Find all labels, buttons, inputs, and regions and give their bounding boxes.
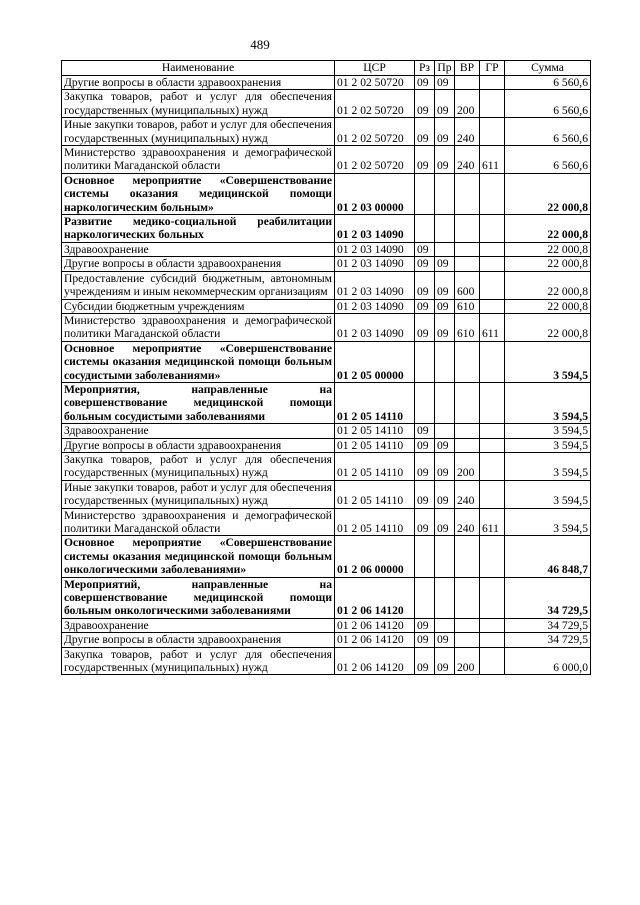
header-rz: Рз	[415, 61, 435, 76]
cell-gr	[480, 90, 505, 118]
cell-pr: 09	[435, 647, 455, 675]
table-row	[62, 536, 591, 577]
cell-vr	[455, 215, 480, 243]
table-body	[62, 76, 591, 675]
cell-sum: 34 729,5	[505, 633, 591, 647]
cell-vr	[455, 341, 480, 382]
cell-sum: 34 729,5	[505, 618, 591, 632]
cell-csr: 01 2 03 14090	[335, 313, 415, 341]
cell-csr: 01 2 05 00000	[335, 341, 415, 382]
table-row	[62, 647, 591, 675]
cell-name: Здравоохранение	[62, 424, 335, 438]
cell-vr	[455, 257, 480, 271]
cell-rz: 09	[415, 452, 435, 480]
cell-gr	[480, 452, 505, 480]
cell-csr: 01 2 02 50720	[335, 118, 415, 146]
table-row	[62, 438, 591, 452]
cell-gr	[480, 633, 505, 647]
cell-gr	[480, 299, 505, 313]
cell-vr: 240	[455, 508, 480, 536]
cell-pr	[435, 424, 455, 438]
cell-vr	[455, 536, 480, 577]
cell-csr: 01 2 06 14120	[335, 577, 415, 618]
cell-sum: 6 000,0	[505, 647, 591, 675]
cell-gr	[480, 480, 505, 508]
cell-vr	[455, 382, 480, 423]
cell-rz	[415, 577, 435, 618]
header-name: Наименование	[62, 61, 335, 76]
cell-vr: 200	[455, 90, 480, 118]
table-row	[62, 452, 591, 480]
cell-rz: 09	[415, 299, 435, 313]
header-sum: Сумма	[505, 61, 591, 76]
cell-vr	[455, 173, 480, 214]
cell-rz: 09	[415, 257, 435, 271]
cell-name: Иные закупки товаров, работ и услуг для обеспечения государственных (муниципальных) нужд	[62, 118, 335, 146]
table-row	[62, 299, 591, 313]
cell-name: Закупка товаров, работ и услуг для обеспечения государственных (муниципальных) нужд	[62, 452, 335, 480]
cell-pr: 09	[435, 146, 455, 174]
cell-gr	[480, 382, 505, 423]
cell-gr	[480, 438, 505, 452]
cell-rz	[415, 215, 435, 243]
cell-name: Субсидии бюджетным учреждениям	[62, 299, 335, 313]
cell-name: Другие вопросы в области здравоохранения	[62, 76, 335, 90]
cell-name: Другие вопросы в области здравоохранения	[62, 633, 335, 647]
cell-sum: 22 000,8	[505, 173, 591, 214]
cell-rz: 09	[415, 508, 435, 536]
table-row	[62, 271, 591, 299]
cell-name: Иные закупки товаров, работ и услуг для обеспечения государственных (муниципальных) нужд	[62, 480, 335, 508]
cell-sum: 3 594,5	[505, 480, 591, 508]
header-vr: ВР	[455, 61, 480, 76]
cell-sum: 22 000,8	[505, 257, 591, 271]
cell-name: Мероприятий, направленные на совершенствование медицинской помощи больным онкологическими заболеваниями	[62, 577, 335, 618]
cell-vr: 200	[455, 452, 480, 480]
page-number: 489	[250, 37, 270, 52]
cell-name: Закупка товаров, работ и услуг для обеспечения государственных (муниципальных) нужд	[62, 90, 335, 118]
cell-gr	[480, 173, 505, 214]
cell-sum: 22 000,8	[505, 299, 591, 313]
cell-rz: 09	[415, 633, 435, 647]
cell-gr	[480, 257, 505, 271]
cell-sum: 3 594,5	[505, 508, 591, 536]
cell-rz: 09	[415, 480, 435, 508]
cell-sum: 6 560,6	[505, 146, 591, 174]
cell-sum: 34 729,5	[505, 577, 591, 618]
budget-table	[61, 60, 591, 675]
cell-csr: 01 2 05 14110	[335, 424, 415, 438]
cell-pr	[435, 173, 455, 214]
cell-csr: 01 2 03 14090	[335, 257, 415, 271]
cell-rz	[415, 341, 435, 382]
cell-csr: 01 2 03 14090	[335, 242, 415, 256]
cell-csr: 01 2 05 14110	[335, 480, 415, 508]
cell-name: Министерство здравоохранения и демографической политики Магаданской области	[62, 146, 335, 174]
cell-rz	[415, 536, 435, 577]
cell-csr: 01 2 05 14110	[335, 508, 415, 536]
table-row	[62, 215, 591, 243]
table-row	[62, 242, 591, 256]
table-row	[62, 508, 591, 536]
cell-csr: 01 2 06 00000	[335, 536, 415, 577]
cell-rz: 09	[415, 313, 435, 341]
cell-rz	[415, 382, 435, 423]
table-header-row	[62, 61, 591, 76]
cell-gr	[480, 536, 505, 577]
cell-vr: 610	[455, 299, 480, 313]
table-row	[62, 480, 591, 508]
cell-name: Другие вопросы в области здравоохранения	[62, 438, 335, 452]
cell-csr: 01 2 05 14110	[335, 382, 415, 423]
table-row	[62, 76, 591, 90]
cell-vr	[455, 618, 480, 632]
cell-name: Мероприятия, направленные на совершенствование медицинской помощи больным сосудистыми заболеваниями	[62, 382, 335, 423]
cell-vr: 240	[455, 480, 480, 508]
cell-csr: 01 2 06 14120	[335, 618, 415, 632]
cell-csr: 01 2 06 14120	[335, 647, 415, 675]
cell-pr	[435, 215, 455, 243]
cell-name: Основное мероприятие «Совершенствование системы оказания медицинской помощи больным онкологическими заболеваниями»	[62, 536, 335, 577]
cell-name: Министерство здравоохранения и демографической политики Магаданской области	[62, 508, 335, 536]
cell-pr	[435, 618, 455, 632]
cell-vr: 200	[455, 647, 480, 675]
cell-csr: 01 2 03 00000	[335, 173, 415, 214]
cell-rz: 09	[415, 271, 435, 299]
cell-sum: 3 594,5	[505, 341, 591, 382]
cell-rz	[415, 173, 435, 214]
cell-csr: 01 2 03 14090	[335, 299, 415, 313]
table-row	[62, 90, 591, 118]
cell-gr	[480, 118, 505, 146]
cell-pr	[435, 242, 455, 256]
cell-name: Основное мероприятие «Совершенствование системы оказания медицинской помощи больным сосудистыми заболеваниями»	[62, 341, 335, 382]
cell-rz: 09	[415, 618, 435, 632]
cell-name: Развитие медико-социальной реабилитации наркологических больных	[62, 215, 335, 243]
cell-pr: 09	[435, 76, 455, 90]
header-gr: ГР	[480, 61, 505, 76]
cell-pr: 09	[435, 257, 455, 271]
cell-csr: 01 2 05 14110	[335, 452, 415, 480]
cell-csr: 01 2 03 14090	[335, 271, 415, 299]
cell-gr: 611	[480, 313, 505, 341]
cell-pr: 09	[435, 633, 455, 647]
cell-name: Здравоохранение	[62, 242, 335, 256]
cell-pr: 09	[435, 313, 455, 341]
cell-sum: 22 000,8	[505, 271, 591, 299]
cell-name: Предоставление субсидий бюджетным, автономным учреждениям и иным некоммерческим организациям	[62, 271, 335, 299]
cell-vr: 240	[455, 146, 480, 174]
cell-rz: 09	[415, 118, 435, 146]
cell-sum: 6 560,6	[505, 90, 591, 118]
table-row	[62, 146, 591, 174]
cell-pr	[435, 341, 455, 382]
cell-gr: 611	[480, 146, 505, 174]
cell-pr: 09	[435, 508, 455, 536]
cell-csr: 01 2 02 50720	[335, 146, 415, 174]
table-row	[62, 173, 591, 214]
table-row	[62, 382, 591, 423]
cell-gr	[480, 577, 505, 618]
cell-gr	[480, 341, 505, 382]
cell-sum: 22 000,8	[505, 313, 591, 341]
cell-sum: 22 000,8	[505, 242, 591, 256]
cell-pr	[435, 577, 455, 618]
cell-gr	[480, 271, 505, 299]
cell-sum: 3 594,5	[505, 424, 591, 438]
table-row	[62, 341, 591, 382]
cell-sum: 6 560,6	[505, 118, 591, 146]
cell-gr	[480, 215, 505, 243]
table-row	[62, 577, 591, 618]
cell-vr	[455, 633, 480, 647]
cell-vr	[455, 424, 480, 438]
cell-rz: 09	[415, 438, 435, 452]
cell-name: Закупка товаров, работ и услуг для обеспечения государственных (муниципальных) нужд	[62, 647, 335, 675]
cell-vr	[455, 242, 480, 256]
cell-name: Основное мероприятие «Совершенствование системы оказания медицинской помощи наркологическим больным»	[62, 173, 335, 214]
cell-pr: 09	[435, 299, 455, 313]
cell-sum: 3 594,5	[505, 452, 591, 480]
cell-rz: 09	[415, 90, 435, 118]
cell-vr: 610	[455, 313, 480, 341]
table-row	[62, 118, 591, 146]
cell-sum: 3 594,5	[505, 382, 591, 423]
cell-pr: 09	[435, 90, 455, 118]
cell-rz: 09	[415, 76, 435, 90]
cell-sum: 6 560,6	[505, 76, 591, 90]
header-csr: ЦСР	[335, 61, 415, 76]
header-pr: Пр	[435, 61, 455, 76]
table-row	[62, 257, 591, 271]
cell-gr	[480, 76, 505, 90]
cell-rz: 09	[415, 242, 435, 256]
cell-pr: 09	[435, 452, 455, 480]
cell-pr: 09	[435, 271, 455, 299]
cell-pr: 09	[435, 480, 455, 508]
cell-csr: 01 2 05 14110	[335, 438, 415, 452]
cell-sum: 3 594,5	[505, 438, 591, 452]
cell-csr: 01 2 02 50720	[335, 90, 415, 118]
cell-name: Министерство здравоохранения и демографической политики Магаданской области	[62, 313, 335, 341]
cell-name: Здравоохранение	[62, 618, 335, 632]
cell-pr	[435, 536, 455, 577]
cell-gr	[480, 242, 505, 256]
cell-rz: 09	[415, 424, 435, 438]
cell-vr	[455, 577, 480, 618]
table-row	[62, 313, 591, 341]
cell-pr: 09	[435, 438, 455, 452]
table-row	[62, 618, 591, 632]
cell-sum: 46 848,7	[505, 536, 591, 577]
cell-pr	[435, 382, 455, 423]
cell-csr: 01 2 06 14120	[335, 633, 415, 647]
cell-gr	[480, 618, 505, 632]
cell-vr	[455, 76, 480, 90]
cell-csr: 01 2 02 50720	[335, 76, 415, 90]
cell-sum: 22 000,8	[505, 215, 591, 243]
table-row	[62, 633, 591, 647]
cell-gr	[480, 647, 505, 675]
cell-gr: 611	[480, 508, 505, 536]
cell-gr	[480, 424, 505, 438]
cell-vr: 240	[455, 118, 480, 146]
cell-rz: 09	[415, 647, 435, 675]
cell-name: Другие вопросы в области здравоохранения	[62, 257, 335, 271]
cell-csr: 01 2 03 14090	[335, 215, 415, 243]
cell-vr	[455, 438, 480, 452]
table-row	[62, 424, 591, 438]
cell-vr: 600	[455, 271, 480, 299]
cell-rz: 09	[415, 146, 435, 174]
cell-pr: 09	[435, 118, 455, 146]
